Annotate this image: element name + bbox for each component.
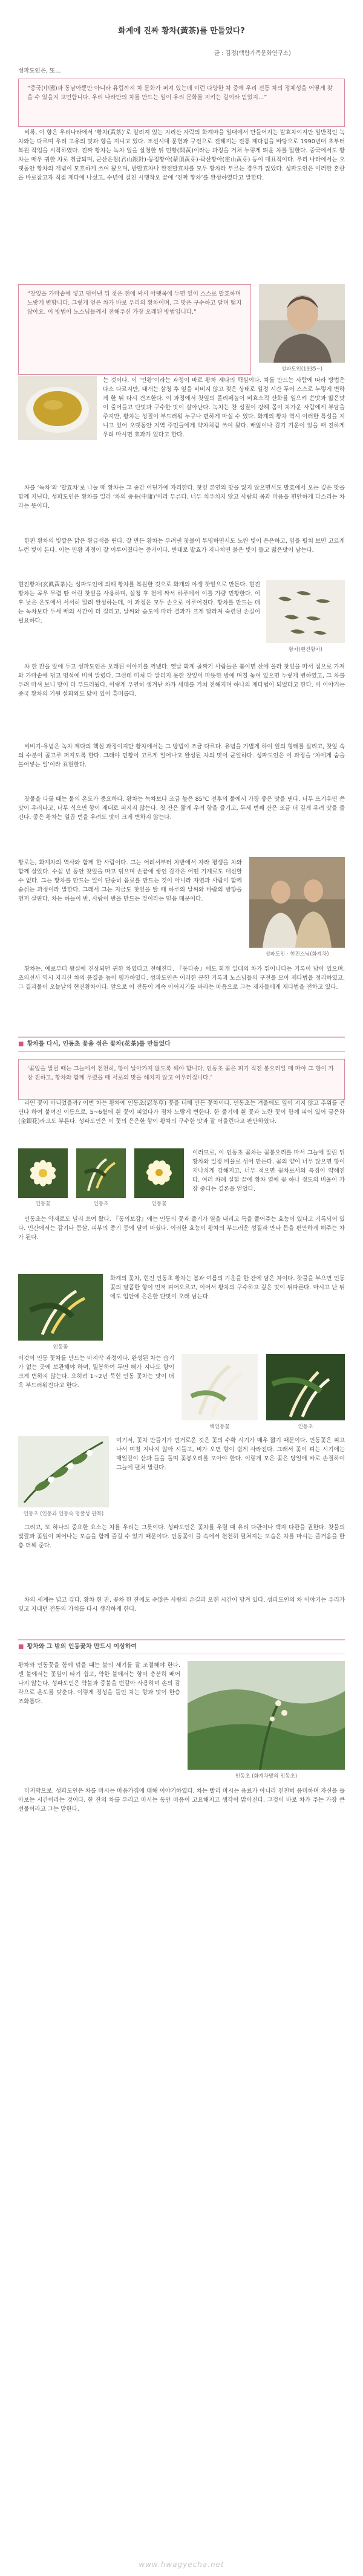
- tea-cup-photo: [18, 376, 97, 440]
- body-paragraph: 한편 황차의 빛깔은 맑은 황금색을 띤다. 잘 만든 황차는 우려낸 찻물이 투명하면서도 노란 빛이 은은하고, 잎을 펼쳐 보면 고르게 누런 빛이 돈다. 이는 민황 과정이 잘 이루어졌다는 증거이다. 반대로 발효가 지나치면 붉은 빛이 돌고 떫은맛이 남는다.: [18, 538, 345, 554]
- body-paragraph: 는 것이다. 이 ‘민황’이라는 과정이 바로 황차 제다의 핵심이다. 차를 만드는 사람에 따라 방법은 다소 다르지만, 대개는 살청 후 잎을 비비지 않고 젖은 상태로 일정 시간 두어 스스로 누렇게 변하게 한 뒤 다시 건조한다. 이 과정에서 찻잎의 폴리페놀이 비효소적 산화를 일으켜 쓴맛과 떫은맛이 줄어들고 단맛과 구수한 맛이 살아난다. 녹차는 찬 성질이 강해 몸이 차가운 사람에게 부담을 주지만, 황차는 성질이 부드러워 누구나 편하게 마실 수 있다. 화계의 황차 역시 이러한 특성을 지니고 있어 오랫동안 지역 주민들에게 약차처럼 쓰여 왔다. 배앓이나 감기 기운이 있을 때 진하게 우려 마시면 효과가 있다고 한다.: [103, 377, 345, 438]
- section-marker-icon: ■: [18, 1643, 24, 1650]
- flower-photo: [182, 1354, 258, 1420]
- body-paragraph: 인동초는 약재로도 널리 쓰여 왔다. 『동의보감』에는 인동의 꽃과 줄기가 열을 내리고 독을 풀어주는 효능이 있다고 기록되어 있다. 민간에서는 감기나 몸살, 피부의 종기 등에 달여 마셨다. 이러한 효능이 황차의 부드러운 성질과 만나 몸을 편안하게 해주는 차가 된다.: [18, 1216, 345, 1241]
- photo-caption: 인동꽃: [151, 1201, 167, 1207]
- quote-box: [18, 79, 345, 127]
- article-title: 화계에 진짜 황차(黃茶)를 만들었다?: [118, 27, 245, 36]
- body-paragraph: 비록, 이 향은 우리나라에서 ‘황차(黃茶)’로 알려져 있는 지리산 자락의 화계마을 일대에서 만들어지는 발효차이지만 일반적인 녹차와는 다르며 우리 고유의 맛과 향을 지니고 있다. 조선시대 문헌과 구전으로 전해지는 전통 제다법을 바탕으로 1990년대 초부터 복원 작업을 시작하였다. 진짜 황차는 녹차 잎을 살청한 뒤 민황(悶黃)이라는 과정을 거쳐 누렇게 띄운 차를 말한다. 중국에서도 황차는 매우 귀한 차로 취급되며, 군산은침(君山銀針)·몽정황아(蒙頂黃芽)·곽산황아(霍山黃芽) 등이 대표적이다. 우리 나라에서는 오랫동안 황차의 개념이 모호하게 쓰여 왔으며, 반발효차나 완전발효차를 모두 황차라 부르는 경우가 많았다. 성파도인은 이러한 혼란을 바로잡고자 직접 제다에 나섰고, 수년에 걸친 시행착오 끝에 ‘진짜 황차’를 완성하였다고 말한다.: [18, 129, 345, 181]
- flower-photo: [18, 1148, 68, 1198]
- photo-caption: 인동초 (화계차밭의 인동초): [235, 1773, 298, 1779]
- photo-caption: 황차(현진황차): [289, 647, 322, 653]
- quote-text: “찻잎을 가마솥에 넣고 덖어낸 뒤 젖은 천에 싸서 아랫목에 두면 잎이 스스로 발효하며 노랗게 변합니다. 그렇게 얻은 차가 바로 우리의 황차이며, 그 맛은 구수하고 달며 떫지 않아요. 이 방법이 노스님들께서 전해주신 가장 오래된 방법입니다.”: [27, 291, 242, 316]
- body-paragraph: 이것이 인동 꽃차를 만드는 마지막 과정이다. 완성된 차는 습기가 없는 곳에 보관해야 하며, 밀봉하여 두면 해가 지나도 향이 크게 변하지 않는다. 오히려 1~2년 묵힌 인동 꽃차는 맛이 더욱 부드러워진다고 한다.: [18, 1355, 174, 1389]
- vine-photo: [18, 1436, 109, 1507]
- body-paragraph: 마지막으로, 성파도인은 차를 마시는 마음가짐에 대해 이야기하였다. 차는 빨리 마시는 음료가 아니라 천천히 음미하며 자신을 돌아보는 시간이라는 것이다. 한 잔의 차를 우리고 마시는 동안 마음이 고요해지고 생각이 맑아진다. 그것이 바로 차가 주는 가장 큰 선물이라고 그는 말한다.: [18, 1788, 345, 1813]
- photo-caption: 인동초: [93, 1201, 109, 1207]
- quote-box: [18, 284, 251, 375]
- body-paragraph: 여기서, 꽃차 만들기가 번거로운 것은 꽃의 수확 시기가 매우 짧기 때문이다. 인동꽃은 피고 나서 며칠 지나지 않아 시들고, 비가 오면 향이 쉽게 사라진다. 그래서 꽃이 피는 시기에는 매일같이 산과 들을 돌며 꽃봉오리를 모아야 한다. 이렇게 모은 꽃은 당일에 바로 손질하여 그늘에 펼쳐 말린다.: [116, 1437, 345, 1471]
- section-title: 황차와 그 밖의 인동꽃차 만드시 이상하여: [27, 1643, 137, 1650]
- people-photo: [249, 857, 345, 948]
- author-line: 글 : 김정(백합가족문화연구소): [214, 50, 291, 57]
- photo-caption: 성파도인 · 현진스님(화계차): [265, 951, 329, 957]
- flower-photo: [266, 1354, 345, 1420]
- body-paragraph: 과연 꽃이 아니었을까? 이번 차는 황차에 인동초(忍冬草) 꽃을 더해 만든 꽃차이다. 인동초는 겨울에도 잎이 지지 않고 추위를 견딘다 하여 붙여진 이름으로, 5~6월에 흰 꽃이 피었다가 점차 노랗게 변한다. 한 줄기에 흰 꽃과 노란 꽃이 함께 피어 있어 금은화(金銀花)라고도 부른다. 성파도인은 이 꽃의 은은한 향이 황차의 구수한 맛과 잘 어울린다고 판단하였다.: [18, 1100, 345, 1125]
- body-paragraph: 황로는, 화계차의 역사와 함께 한 사람이다. 그는 어려서부터 차밭에서 자라 평생을 차와 함께 살았다. 수십 년 동안 찻잎을 따고 덖으며 손끝에 쌓인 감각은 어떤 기계로도 대신할 수 없다. 그는 황차를 만드는 일이 단순히 음료를 만드는 것이 아니라 자연과 사람이 함께 숨쉬는 과정이라 말한다. 그래서 그는 지금도 찻잎을 딸 때 하루의 날씨와 바람의 방향을 먼저 살핀다. 차는 하늘이 반, 사람이 반을 만드는 것이라는 믿음 때문이다.: [18, 859, 242, 902]
- quote-box: [18, 1059, 345, 1100]
- quote-text: ‘꽃잎을 말릴 때는 그늘에서 천천히, 향이 날아가지 않도록 해야 합니다. 인동초 꽃은 피기 직전 봉오리일 때 따야 그 향이 가장 진하고, 황차와 함께 우렸을 때 서로의 맛을 해치지 않고 어우러집니다.’: [27, 1066, 334, 1081]
- section-heading: [18, 1639, 345, 1654]
- tea-field-photo: [188, 1661, 345, 1770]
- flower-photo: [134, 1148, 184, 1198]
- section-title: 황차를 다시, 인동초 꽃을 섞은 꽃차(花茶)를 만들었다: [27, 1041, 171, 1047]
- portrait-photo: [259, 284, 345, 363]
- photo-caption: 인동초 (인동과 인동속 덩굴성 관목): [23, 1511, 104, 1517]
- body-paragraph: 그리고, 또 하나의 중요한 요소는 차를 우리는 그릇이다. 성파도인은 꽃차를 우릴 때 유리 다관이나 백자 다관을 권한다. 찻물의 빛깔과 꽃잎이 피어나는 모습을 함께 즐길 수 있기 때문이다. 인동꽃이 물 속에서 천천히 펼쳐지는 모습은 차를 마시는 즐거움을 한층 더해 준다.: [18, 1524, 345, 1549]
- tea-leaves-photo: [266, 580, 345, 643]
- photo-caption: 백인동꽃: [209, 1424, 230, 1430]
- section-heading: [18, 1037, 345, 1052]
- body-paragraph: 차를 ‘녹차’와 ‘발효차’로 나눌 때 황차는 그 중간 어딘가에 자리한다. 찻잎 본연의 맛을 잃지 않으면서도 발효에서 오는 깊은 맛을 함께 지닌다. 성파도인은 황차를 일러 ‘차의 중용(中庸)’이라 부른다. 너무 치우치지 않고 사람의 몸과 마음을 편안하게 다스리는 차라는 뜻이다.: [18, 485, 345, 510]
- body-paragraph: 차 한 잔을 앞에 두고 성파도인은 오래된 이야기를 꺼냈다. 옛날 화계 골짜기 사람들은 봄이면 산에 올라 찻잎을 따서 집으로 가져와 가마솥에 덖고 멍석에 비벼 말렸다. 그런데 미처 다 말리지 못한 찻잎이 따뜻한 방에 며칠 놓여 있으면 누렇게 변하였고, 그 차를 우려 마셔 보니 맛이 더 부드러웠다. 이렇게 우연히 생겨난 차가 세대를 거쳐 전해지며 하나의 제다법이 되었다고 한다. 이 이야기는 중국 황차의 기원 설화와도 닮아 있어 흥미롭다.: [18, 664, 345, 697]
- body-paragraph: 황차는, 예로부터 왕실에 진상되던 귀한 차였다고 전해진다. 『동다송』에도 화개 일대의 차가 뛰어나다는 기록이 남아 있으며, 초의선사 역시 지리산 차의 품질을 높이 평가하였다. 성파도인은 이러한 문헌 기록과 노스님들의 구전을 모아 제다법을 정리하였고, 그 결과물이 오늘날의 현진황차이다. 앞으로 이 전통이 계속 이어지기를 바라는 마음으로 그는 제자들에게 제다법을 전하고 있다.: [18, 966, 345, 991]
- body-paragraph: 찻물을 다룰 때는 물의 온도가 중요하다. 황차는 녹차보다 조금 높은 85℃ 전후의 물에서 가장 좋은 맛을 낸다. 너무 뜨거우면 쓴맛이 우러나고, 너무 식으면 향이 제대로 퍼지지 않는다. 첫 잔은 짧게 우려 향을 즐기고, 두세 번째 잔은 조금 더 길게 우려 맛을 즐긴다. 좋은 황차는 일곱 번을 우려도 맛이 크게 변하지 않는다.: [18, 796, 345, 821]
- intro-text: 성파도인은, 또…: [18, 68, 61, 74]
- body-paragraph: 황차와 인동꽃을 함께 덖을 때는 불의 세기를 잘 조절해야 한다. 센 불에서는 꽃잎이 타기 쉽고, 약한 불에서는 향이 충분히 배어나지 않는다. 성파도인은 약불과 중불을 번갈아 사용하며 손의 감각으로 온도를 맞춘다. 이렇게 정성을 들인 차는 향과 맛이 한층 조화롭다.: [18, 1662, 180, 1705]
- photo-caption: 인동꽃: [35, 1201, 51, 1207]
- flower-photo: [76, 1148, 126, 1198]
- section-marker-icon: ■: [18, 1041, 24, 1047]
- photo-caption: 성파도인(1935~): [281, 366, 323, 372]
- flower-photo: [18, 1274, 103, 1341]
- photo-caption: 인동꽃: [53, 1344, 68, 1350]
- body-paragraph: 비비기-유념은 녹차 제다의 핵심 과정이지만 황차에서는 그 방법이 조금 다르다. 유념을 가볍게 하여 잎의 형태를 살리고, 찻잎 속의 수분이 골고루 퍼지도록 한다. 그래야 민황이 고르게 일어나고 완성된 차의 맛이 균일하다. 성파도인은 이 과정을 ‘차에게 숨을 불어넣는 일’이라 표현한다.: [18, 743, 345, 768]
- body-paragraph: 현진황차(玄眞黃茶)는 성파도인에 의해 황차를 복원한 것으로 화개의 야생 찻잎으로 만든다. 현진황차는 곡우 무렵 딴 어린 찻잎을 사용하며, 살청 후 천에 싸서 하루에서 이틀 가량 민황한다. 이후 낮은 온도에서 서서히 말려 완성하는데, 이 과정은 모두 손으로 이루어진다. 황차를 만드는 데는 녹차보다 두세 배의 시간이 더 걸리고, 날씨와 습도에 따라 결과가 크게 달라져 숙련된 손길이 필요하다.: [18, 581, 260, 624]
- body-paragraph: 차의 세계는 넓고 깊다. 황차 한 잔, 꽃차 한 잔에도 수많은 사람의 손길과 오랜 시간이 담겨 있다. 성파도인의 차 이야기는 우리가 잊고 지내던 전통의 가치를 다시 생각하게 한다.: [18, 1597, 345, 1613]
- body-paragraph: 화계의 꽃차, 현진 인동초 황차는 봄과 여름의 기운을 한 잔에 담은 차이다. 찻물을 부으면 인동꽃의 달콤한 향이 먼저 피어오르고, 이어서 황차의 구수하고 깊은 맛이 뒤따른다. 마시고 난 뒤에도 입안에 은은한 단맛이 오래 남는다.: [110, 1275, 345, 1300]
- photo-caption: 인동초: [298, 1424, 313, 1430]
- body-paragraph: 이러므로, 이 인동초 꽃차는 꽃봉오리를 따서 그늘에 말린 뒤 황차와 일정 비율로 섞어 만든다. 꽃의 양이 너무 많으면 향이 지나치게 강해지고, 너무 적으면 꽃차로서의 특징이 약해진다. 여러 차례 실험 끝에 황차 열에 꽃 하나 정도의 비율이 가장 좋다는 결론을 얻었다.: [192, 1150, 345, 1193]
- quote-text: “중국(中國)과 동남아뿐만 아니라 유럽까지 차 문화가 퍼져 있는데 이런 다양한 차 중에 우리 전통 차의 정체성을 어떻게 찾을 수 있을지 고민합니다. 우리 나라만의 차를 만드는 일이 우리 문화를 지키는 길이라 믿었지…”: [27, 85, 333, 101]
- footer-watermark: www.hwagyecha.net: [139, 2560, 224, 2569]
